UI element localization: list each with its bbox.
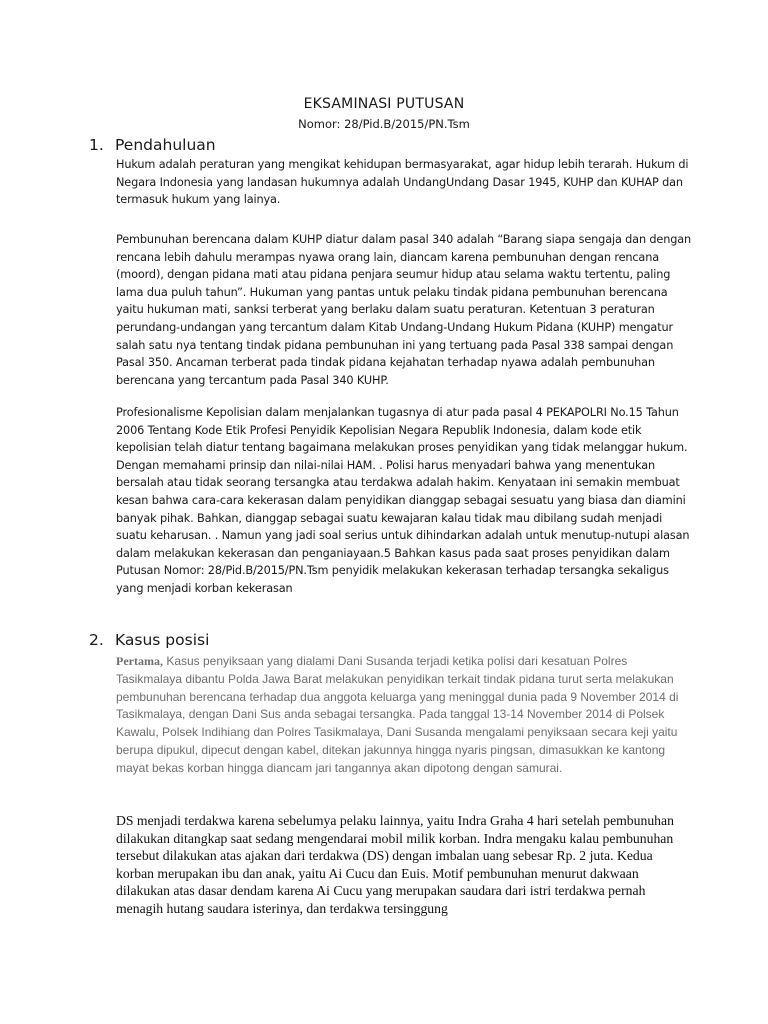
paragraph-profesionalisme: Profesionalisme Kepolisian dalam menjalankan tugasnya di atur pada pasal 4 PEKAPOLRI No.15 Tahun 2006 Tentang Kode Etik Profesi Penyidik Kepolisian Negara Republik Indonesia, dalam kode etik kepolisian telah diatur tentang bagaimana melakukan proses penyidikan yang tidak melanggar hukum. Dengan memahami prinsip dan nilai-nilai HAM. . Polisi harus menyadari bahwa yang menentukan bersalah atau tidak seorang tersangka atau terdakwa adalah hakim. Kenyataan ini semakin membuat kesan bahwa cara-cara kekerasan dalam penyidikan dianggap sebagai sesuatu yang biasa dan diamini banyak pihak. Bahkan, dianggap sebagai suatu kewajaran kalau tidak mau dibilang sudah menjadi suatu keharusan. . Namun yang jadi soal serius untuk dihindarkan adalah untuk menutup-nutupi alasan dalam melakukan kekerasan dan penganiayaan.5 Bahkan kasus pada saat proses penyidikan dalam Putusan Nomor: 28/Pid.B/2015/PN.Tsm penyidik melakukan kekerasan terhadap tersangka sekaligus yang menjadi korban kekerasan [116, 406, 690, 595]
paragraph-hukum: Hukum adalah peraturan yang mengikat kehidupan bermasyarakat, agar hidup lebih terarah. Hukum di Negara Indonesia yang landasan hukumnya adalah UndangUndang Dasar 1945, KUHP dan KUHAP dan termasuk hukum yang lainya. [116, 158, 689, 207]
document-subtitle: Nomor: 28/Pid.B/2015/PN.Tsm [298, 117, 470, 131]
document-title: EKSAMINASI PUTUSAN [303, 96, 465, 112]
paragraph-body: Kasus penyiksaan yang dialami Dani Susanda terjadi ketika polisi dari kesatuan Polres Tasikmalaya dibantu Polda Jawa Barat melakukan penyidikan terkait tindak pidana turut serta melakukan pembunuhan berencana terhadap dua anggota keluarga yang meninggal dunia pada 9 November 2014 di Tasikmalaya, dengan Dani Sus anda sebagai tersangka. Pada tanggal 13-14 November 2014 di Polsek Kawalu, Polsek Indihiang dan Polres Tasikmalaya, Dani Susanda mengalami penyiksaan secara keji yaitu berupa dipukul, dipecut dengan kabel, ditekan jakunnya hingga nyaris pingsan, dimasukkan ke kantong mayat bekas korban hingga diancam jari tangannya akan dipotong dengan samurai. [116, 654, 679, 775]
section-title: Pendahuluan [115, 136, 216, 154]
section-title: Kasus posisi [115, 631, 210, 649]
paragraph-kasus-pertama [116, 653, 694, 778]
paragraph-terdakwa: DS menjadi terdakwa karena sebelumya pelaku lainnya, yaitu Indra Graha 4 hari setelah pembunuhan dilakukan ditangkap saat sedang mengendarai mobil milik korban. Indra mengaku kalau pembunuhan tersebut dilakukan atas ajakan dari terdakwa (DS) dengan imbalan uang sebesar Rp. 2 juta. Kedua korban merupakan ibu dan anak, yaitu Ai Cucu dan Euis. Motif pembunuhan menurut dakwaan dilakukan atas dasar dendam karena Ai Cucu yang merupakan saudara dari istri terdakwa pernah menagih hutang saudara isterinya, dan terdakwa tersinggung [116, 813, 674, 916]
section-heading-kasus-posisi [89, 631, 209, 649]
section-heading-pendahuluan [89, 136, 216, 154]
section-number: 2. [89, 631, 104, 649]
paragraph-lead: Pertama, [116, 654, 163, 668]
paragraph-pembunuhan-berencana: Pembunuhan berencana dalam KUHP diatur dalam pasal 340 adalah “Barang siapa sengaja dan dengan rencana lebih dahulu merampas nyawa orang lain, diancam karena pembunuhan dengan rencana (moord), dengan pidana mati atau pidana penjara seumur hidup atau selama waktu tertentu, paling lama dua puluh tahun”. Hukuman yang pantas untuk pelaku tindak pidana pembunuhan berencana yaitu hukuman mati, sanksi terberat yang berlaku dalam suatu peraturan. Ketentuan 3 peraturan perundang-undangan yang tercantum dalam Kitab Undang-Undang Hukum Pidana (KUHP) mengatur salah satu nya tentang tindak pidana pembunuhan ini yang tertuang pada Pasal 338 sampai dengan Pasal 350. Ancaman terberat pada tindak pidana kejahatan terhadap nyawa adalah pembunuhan berencana yang tercantum pada Pasal 340 KUHP. [116, 233, 692, 387]
section-number: 1. [89, 136, 104, 154]
